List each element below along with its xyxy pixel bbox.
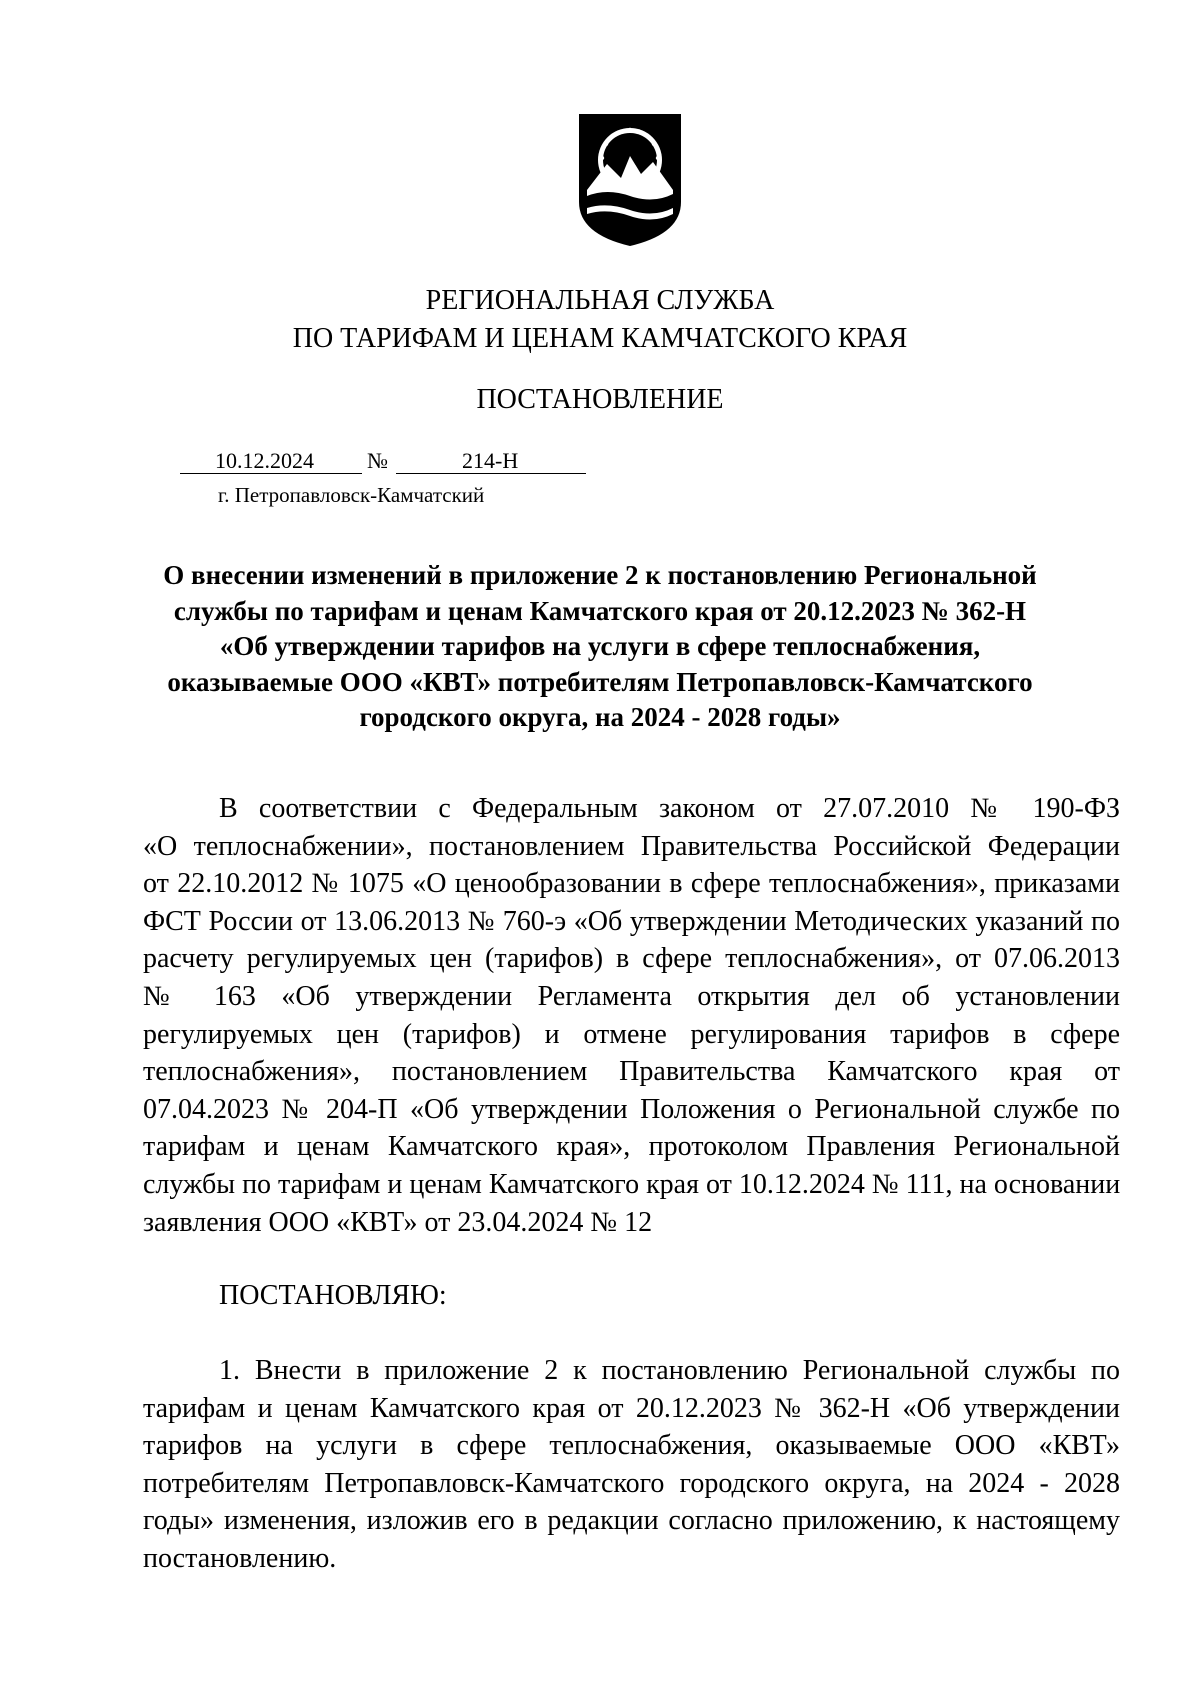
preamble-line: службы по тарифам и ценам Камчатского края от 10.12.2024 № 111, на основании	[143, 1168, 1121, 1200]
item-1-line: годы» изменения, изложив его в редакции согласно приложению, к настоящему	[143, 1505, 1120, 1537]
preamble-line: тарифам и ценам Камчатского края», протоколом Правления Региональной	[143, 1131, 1120, 1163]
preamble-line: № 163 «Об утверждении Регламента открытия дел об установлении	[143, 980, 1120, 1012]
preamble-line: расчету регулируемых цен (тарифов) в сфере теплоснабжения», от 07.06.2013	[143, 943, 1120, 975]
item-1-paragraph	[143, 1352, 1120, 1578]
title-line: О внесении изменений в приложение 2 к постановлению Региональной	[163, 560, 1037, 590]
preamble-line: ФСТ России от 13.06.2013 № 760-э «Об утверждении Методических указаний по	[143, 905, 1120, 937]
decree-word: ПОСТАНОВЛЯЮ:	[219, 1280, 447, 1311]
org-line-1: РЕГИОНАЛЬНАЯ СЛУЖБА	[425, 285, 775, 316]
preamble-line: теплоснабжения», постановлением Правительства Камчатского края от	[143, 1056, 1120, 1088]
preamble-line: В соответствии с Федеральным законом от 27.07.2010 № 190-ФЗ	[219, 793, 1120, 824]
document-title	[140, 558, 1060, 736]
preamble-line: регулируемых цен (тарифов) и отмене регулирования тарифов в сфере	[143, 1018, 1120, 1050]
item-1-line: 1. Внести в приложение 2 к постановлению Региональной службы по	[219, 1355, 1120, 1386]
title-line: оказываемые ООО «КВТ» потребителям Петропавловск-Камчатского	[167, 666, 1033, 697]
coat-of-arms-emblem	[577, 112, 683, 248]
item-1-line: постановлению.	[143, 1542, 337, 1574]
document-date: 10.12.2024	[215, 448, 314, 473]
preamble-line: 07.04.2023 № 204-П «Об утверждении Положения о Региональной службе по	[143, 1093, 1120, 1125]
document-number: 214-Н	[462, 448, 519, 473]
preamble-paragraph	[143, 790, 1120, 1241]
org-line-2: ПО ТАРИФАМ И ЦЕНАМ КАМЧАТСКОГО КРАЯ	[292, 323, 908, 354]
preamble-line: заявления ООО «КВТ» от 23.04.2024 № 12	[143, 1206, 653, 1238]
preamble-line: от 22.10.2012 № 1075 «О ценообразовании в сфере теплоснабжения», приказами	[143, 868, 1120, 900]
date-underline	[180, 473, 362, 474]
item-1-line: тарифам и ценам Камчатского края от 20.12.2023 № 362-Н «Об утверждении	[143, 1392, 1120, 1424]
document-type: ПОСТАНОВЛЕНИЕ	[476, 384, 724, 415]
organization-name	[0, 282, 1200, 358]
item-1-line: тарифов на услуги в сфере теплоснабжения, оказываемые ООО «КВТ»	[143, 1430, 1120, 1462]
title-line: городского округа, на 2024 - 2028 годы»	[359, 702, 841, 732]
number-sign: №	[367, 448, 388, 473]
title-line: службы по тарифам и ценам Камчатского края от 20.12.2023 № 362-Н	[173, 595, 1027, 626]
number-underline	[396, 473, 586, 474]
city: г. Петропавловск-Камчатский	[218, 483, 485, 507]
item-1-line: потребителям Петропавловск-Камчатского городского округа, на 2024 - 2028	[143, 1467, 1120, 1499]
preamble-line: «О теплоснабжении», постановлением Правительства Российской Федерации	[143, 830, 1120, 862]
title-line: «Об утверждении тарифов на услуги в сфере теплоснабжения,	[219, 631, 981, 661]
